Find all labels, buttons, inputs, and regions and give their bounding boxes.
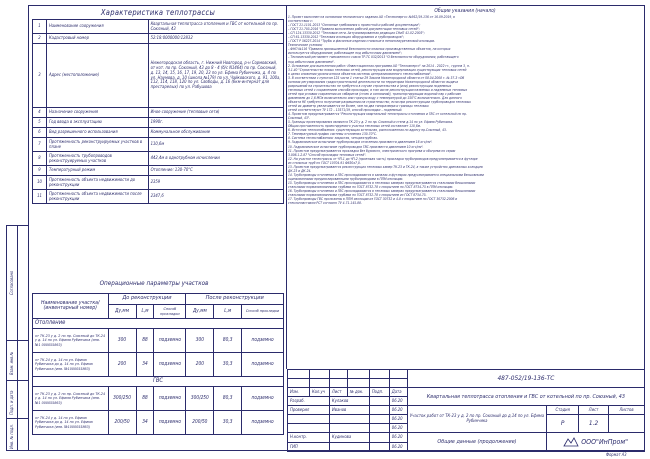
- note-line: – ФНП №116 "Правила промышленной безопасности опасных производственных объектов, на которых: [288, 47, 451, 52]
- char-row: [33, 128, 284, 138]
- op-l1: 88: [136, 387, 154, 411]
- note-line: стеклопластиком РСТ согласно ТУ 4-71-145-88.: [288, 201, 362, 206]
- note-line: 14. Трубопроводы отопления и ГВС прокладываются в каналах и футлярах предусматривается специальными бесшовными: [288, 172, 484, 177]
- inv-label: Взам. инв.№: [9, 351, 14, 375]
- note-line: сетей при условии сохранения их габаритов (стоек и оснований), транспортирующих водяной пар с рабочим: [288, 91, 461, 96]
- note-line: 2. Основание для выполнения работ: Инвестиционная программа АО "Теплоэнерго" на 2014 - 2022 гг., группа 3, п.: [288, 63, 470, 68]
- note-line: – ГОСТ 21.705-2016 "Правила выполнения рабочей документации тепловых сетей";: [288, 27, 420, 32]
- note-line: объекта НЕ требуется получение разрешения на строительство, если при реконструкции трубопроводов тепловых: [288, 99, 471, 104]
- note-line: в целях снижения уровня износа объектов системы централизованного теплоснабжения".: [288, 71, 432, 76]
- note-line: Союзный, 43".: [288, 116, 311, 121]
- date-3: 06.20: [389, 424, 407, 433]
- char-value: 2347,6: [148, 190, 283, 204]
- format-label: Формат А3: [606, 452, 627, 457]
- op-m2: подземно: [242, 411, 284, 435]
- date-0: 06.20: [389, 397, 407, 406]
- op-l2: 80,3: [214, 329, 242, 353]
- op-row: [33, 387, 284, 411]
- char-n: 11: [33, 190, 47, 204]
- char-name: Протяженность объекта недвижимости до реконструкции: [46, 176, 148, 190]
- char-row: [33, 166, 284, 176]
- op-l1: 34: [136, 411, 154, 435]
- note-line: под избыточным давлением".: [288, 59, 335, 64]
- inv-original-label: Инв. № подл.: [9, 424, 14, 449]
- company-logo-icon: [563, 437, 579, 447]
- op-l1: 34: [136, 353, 154, 377]
- op-du2: 200: [186, 353, 214, 377]
- col-doc: № док.: [347, 388, 369, 397]
- h-sheets: Листов: [609, 406, 645, 415]
- op-h-after: После реконструкции: [186, 294, 284, 305]
- op-h-l1: L,м: [136, 305, 154, 319]
- op-l2: 80,3: [214, 387, 242, 411]
- note-line: – ГОСТ 21.1101-2013 "Основные требования к проектной и рабочей документации";: [288, 23, 421, 28]
- note-line: оцинкованными предизолированными трубопроводами в ППМ изоляции.: [288, 176, 404, 181]
- char-row: [33, 190, 284, 204]
- role-5: ГИП: [288, 443, 330, 452]
- name-1: Иванов: [329, 406, 369, 415]
- op-h-du2: Ду,мм: [186, 305, 214, 319]
- op-name: от ТК-24 у д. 14 по ул. Ефима Рубинчика до д. 14 по ул. Ефима Рубинчика (инв. №1000055863): [33, 353, 109, 377]
- char-name: Кадастровый номер: [46, 34, 148, 44]
- char-n: 10: [33, 176, 47, 190]
- organization: [547, 433, 645, 452]
- char-row: [33, 118, 284, 128]
- note-line: тепловых сетей с сохранением способа прокладки, в том числе реконструкции наземных и надземных тепловых: [288, 87, 468, 92]
- role-0: Разраб.: [288, 397, 330, 406]
- op-title: Операционные параметры участков: [99, 280, 209, 287]
- date-5: 06.20: [389, 443, 407, 452]
- op-h-before: До реконструкции: [108, 294, 186, 305]
- char-name: Температурный режим: [46, 166, 148, 176]
- char-value: 2359: [148, 176, 283, 190]
- op-m2: подземно: [242, 387, 284, 411]
- name-4: Кудинова: [329, 433, 369, 443]
- op-du1: 300/250: [108, 387, 136, 411]
- op-params-table: [32, 293, 284, 435]
- date-1: 06.20: [389, 406, 407, 415]
- h-stage: Стадия: [547, 406, 579, 415]
- op-section-gvs: ГВС: [33, 377, 284, 387]
- note-line: – ГОСТ Р 56227-2014 "Трубы и фасонные изделия стальные в пенополиуретановой изоляции.: [288, 39, 436, 44]
- notes-title: Общие указания (начало): [434, 8, 496, 14]
- op-h-l2: L,м: [214, 305, 242, 319]
- char-n: 3: [33, 44, 47, 108]
- note-line: 16. Трубопроводы отопления и ГВС прокладываются в тепловых камерах предусматривается стальными бесшовными: [288, 189, 476, 194]
- char-row: [33, 44, 284, 108]
- note-line: 10. Гидравлическое испытание трубопроводов ГВС произвести давлением 10 кгс/см².: [288, 144, 424, 149]
- role-1: Проверил: [288, 406, 330, 415]
- op-name: от ТК-24 у д. 14 по ул. Ефима Рубинчика до д. 14 по ул. Ефима Рубинчика (инв. №1000055863): [33, 411, 109, 435]
- note-line: Общая протяженность проектируемого участка тепловых сетей составляет 110,6м.: [288, 124, 421, 129]
- op-l1: 88: [136, 329, 154, 353]
- date-2: 06.20: [389, 415, 407, 424]
- note-line: 3. В соответствии с пунктом 125 части 1 статьи 29 Закона Нижегородской области от 08.04.2008 г. № 37-З «Об: [288, 75, 465, 80]
- op-du1: 200/50: [108, 411, 136, 435]
- role-4: Н.контр.: [288, 433, 330, 443]
- char-row: [33, 108, 284, 118]
- char-name: Протяженность реконструируемых участков в плане: [46, 138, 148, 152]
- op-l2: 30,3: [214, 411, 242, 435]
- note-line: 3.006.1-2.87 "Способ прокладки тепловых сетей".: [288, 152, 367, 157]
- note-line: 8. Система теплоснабжения: закрытая, четырехтрубная.: [288, 136, 378, 141]
- op-name: от ТК-23 у д. 2 по пр. Союзный до ТК-24 у д. 14 по ул. Ефима Рубинчика (инв. №1 000055863): [33, 387, 109, 411]
- op-m2: подземно: [242, 353, 284, 377]
- char-row: [33, 20, 284, 34]
- sign-date-label: Подп. и дата: [9, 390, 14, 415]
- char-value: Иное сооружение (тепловые сети): [148, 108, 283, 118]
- note-line: 5. Границы проектирования являются ТК-23 у д. 2 по пр. Союзный и стена д.14 по ул. Ефима Рубинчика.: [288, 120, 454, 125]
- char-n: 2: [33, 34, 47, 44]
- note-line: 12. На участке теплотрассы от ЧП-1 до ЧП-2 (проезжая часть) прокладка трубопроводов предусматривается в футляре: [288, 156, 478, 161]
- char-row: [33, 34, 284, 44]
- note-line: 4. Проектом предусматривается "Реконструкция квартальной теплотрассы отопления и ГВС от котельной по пр.: [288, 112, 467, 117]
- title-block: [287, 369, 645, 452]
- col-kol: Кол.уч: [309, 388, 329, 397]
- char-n: 5: [33, 118, 47, 128]
- stage-value: Р: [547, 415, 579, 433]
- char-value: Квартальная теплотрасса отопления и ГВС от котельной по пр. Союзный, 43: [148, 20, 283, 34]
- op-m1: подземно: [154, 387, 186, 411]
- char-n: 9: [33, 166, 47, 176]
- char-name: Назначение сооружения: [46, 108, 148, 118]
- char-row: [33, 138, 284, 152]
- column-divider: [286, 5, 287, 369]
- col-sign: Подп.: [369, 388, 389, 397]
- object-name: Квартальная теплотрасса отопления и ГВС от котельной по пр. Союзный, 43: [407, 388, 644, 406]
- char-name: Адрес (местоположение): [46, 44, 148, 108]
- op-h-method2: Способ прокладки: [242, 305, 284, 319]
- h-sheet: Лист: [579, 406, 609, 415]
- date-4: 06.20: [389, 433, 407, 443]
- sheet-value: 1.2: [579, 415, 609, 433]
- char-value: Отопление: 130-70°С: [148, 166, 283, 176]
- char-n: 1: [33, 20, 47, 34]
- note-line: 13. Проектом предусматривается реконструкция тепловых камер ТК-23 и ТК-24, а также устройство дренажных колодцев: [288, 164, 483, 169]
- char-name: Вид разрешенного использования: [46, 128, 148, 138]
- char-value: 442,4м в однотрубном исчислении: [148, 152, 283, 166]
- note-line: 3.1.40 "Строительство новых тепловых сетей, реконструкция или модернизация существующих тепловых сетей: [288, 67, 467, 72]
- note-line: 6. Источник теплоснабжения: существующая котельная, расположенная по адресу пр.Союзный, 43.: [288, 128, 447, 133]
- op-m1: подземно: [154, 353, 186, 377]
- col-izm: Изм.: [288, 388, 310, 397]
- char-name: Протяженность объекта недвижимости после реконструкции: [46, 190, 148, 204]
- doc-code: 487-052/19-136-ТС: [407, 370, 644, 388]
- note-line: основах регулирования градостроительной деятельности на территории Нижегородской области» выдача: [288, 79, 458, 84]
- op-h-du1: Ду,мм: [108, 305, 136, 319]
- note-line: – СП 61.13330.2012 "Тепловая изоляция оборудования и трубопроводов";: [288, 35, 405, 40]
- note-line: сетей соответствуют ТУ 172 – 13571/19, способ прокладки – подземный.: [288, 108, 403, 113]
- char-n: 7: [33, 138, 47, 152]
- char-value: Коммунальное обслуживание: [148, 128, 283, 138]
- note-line: сетей их диаметр увеличивается не более, чем на два типоразмера и границы тепловых: [288, 104, 429, 109]
- op-row: [33, 329, 284, 353]
- op-section-heat: Отопление: [33, 319, 284, 329]
- name-0: Кулаков: [329, 397, 369, 406]
- char-value: Нижегородская область, г. Нижний Новгород, р-н Сормовский, от кот. по пр. Союзный, 43 до 8 - 4 (б/с N1464) по пр. Союзный, д. 13, 14, 15, 16, 17, 19, 20, 23 по ул. Ефима Рубинчика, д. 4 по ул. Наумова, д. 10 (школа №179) по ул. Чайковского, д. 91, 100а, 112, 114, 118, 120 по ул. Свободы, д. 16 (6км-интернат для престарелых) по ул. Рабушова: [148, 44, 283, 108]
- sheet-title: Общие данные (продолжение): [407, 433, 546, 452]
- op-m1: подземно: [154, 329, 186, 353]
- char-n: 6: [33, 128, 47, 138]
- agreed-label: Согласовано: [9, 270, 14, 295]
- op-h-name: Наименование участка/ (инвентарный номер): [33, 294, 109, 319]
- char-value: 1990г.: [148, 118, 283, 128]
- char-row: [33, 152, 284, 166]
- note-line: 9. Гидравлическое испытание трубопроводов отопления произвести давлением 16 кгс/см².: [288, 140, 433, 145]
- op-h-method1: Способ прокладки: [154, 305, 186, 319]
- note-line: 7. Температурный график системы отопления 130-70°С.: [288, 132, 377, 137]
- op-l2: 30,3: [214, 353, 242, 377]
- note-line: 11. Проектом предусматривается прокладка без бурового, электрического прогрева и обогрева по серии: [288, 148, 456, 153]
- op-m1: подземно: [154, 411, 186, 435]
- op-row: [33, 353, 284, 377]
- general-notes: [288, 15, 642, 205]
- organization-name: ООО"ИнПром": [581, 438, 629, 446]
- note-line: соответствии с:: [288, 19, 313, 24]
- note-line: из стальных труб по ГОСТ 10704-91 Ф630х7,0.: [288, 160, 361, 165]
- note-line: 15. Трубопроводы отопления и ГВС прокладываются в тепловых камерах предусматривается стальными бесшовными: [288, 180, 476, 185]
- char-n: 4: [33, 108, 47, 118]
- op-name: от ТК-23 у д. 2 по пр. Союзный до ТК-24 у д. 14 по ул. Ефима Рубинчика (инв. №1 000055863): [33, 329, 109, 353]
- note-line: стальными нормализованными трубами по ГОСТ 8732-78 с покрытием из ГОСТ 8734-75.: [288, 193, 427, 198]
- col-date: Дата: [389, 388, 407, 397]
- col-list: Лист: [329, 388, 347, 397]
- char-value: 52:18:0000000:12832: [148, 34, 283, 44]
- op-du2: 300: [186, 329, 214, 353]
- note-line: 1. Проект выполнен на основании технического задания АО «Теплоэнерго» №952/19-136 от 16.09.2019, в: [288, 15, 455, 19]
- note-line: 17. Трубопроводы ГВС проложены в ППМ изоляции из ГОСТ 30732 и 4-8 с покрытием по ГОСТ 30732-2006 и: [288, 197, 458, 202]
- note-line: ДК-23 и ДК-24.: [288, 168, 312, 173]
- char-n: 8: [33, 152, 47, 166]
- note-line: стальными нормализованными трубами по ГОСТ 8732-78 с покрытием по ГОСТ 8734-75 в ППМ изоляции.: [288, 184, 454, 189]
- op-m2: подземно: [242, 329, 284, 353]
- char-title: Характеристика теплотрассы: [100, 8, 216, 17]
- note-line: Технические условия;: [288, 43, 323, 48]
- sheets-value: [609, 415, 645, 433]
- note-line: используется оборудование, работающее под избыточным давлением";: [288, 51, 402, 56]
- characteristics-table: [32, 19, 284, 204]
- char-name: Год ввода в эксплуатацию: [46, 118, 148, 128]
- sheet-desc: Участок работ от ТК-23 у д. 2 по пр. Союзный до д.14 по ул. Ефима Рубинчика: [407, 406, 546, 433]
- op-row: [33, 411, 284, 435]
- char-row: [33, 176, 284, 190]
- note-line: – Технический регламент таможенного союза ТР-ТС 032/2013 "О безопасности оборудования, работающего: [288, 55, 459, 60]
- char-value: 110,6м: [148, 138, 283, 152]
- note-line: давлением до 1,6 МПа включительно или горячую воду с температурой до 150°С включительно. Для данного: [288, 95, 462, 100]
- left-sidebar: [6, 225, 28, 451]
- op-du1: 300: [108, 329, 136, 353]
- char-name: Протяженность трубопроводов реконструируемых участков: [46, 152, 148, 166]
- note-line: – СП 124.13330.2012 "Тепловые сети. Актуализированная редакция СНиП 41-02-2003";: [288, 31, 425, 36]
- char-name: Наименование сооружения: [46, 20, 148, 34]
- op-du2: 300/250: [186, 387, 214, 411]
- op-du2: 200/50: [186, 411, 214, 435]
- op-du1: 200: [108, 353, 136, 377]
- note-line: разрешений на строительство не требуется в случае строительства и (или) реконструкции подземных: [288, 83, 452, 88]
